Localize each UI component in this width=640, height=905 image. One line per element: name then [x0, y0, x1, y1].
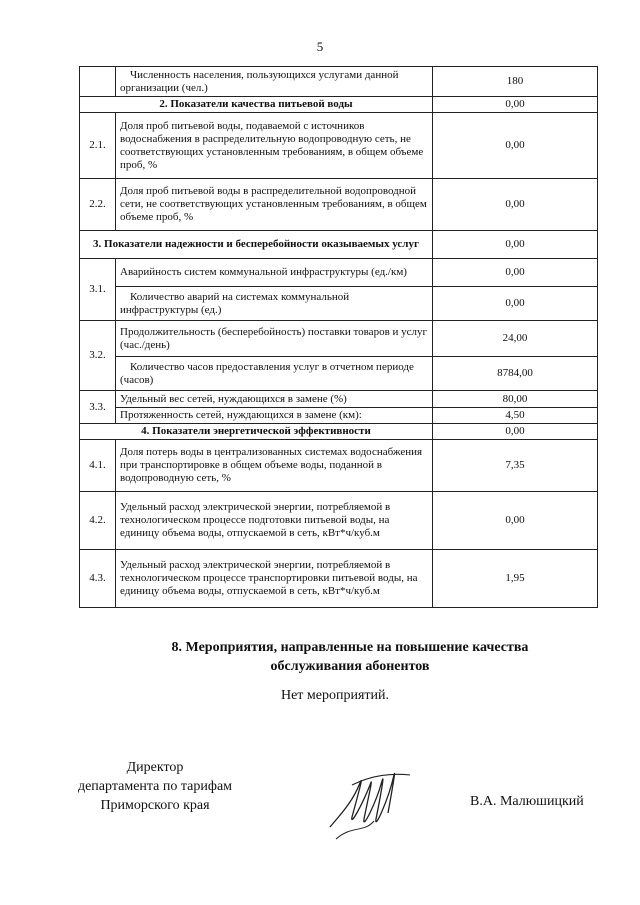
row-description: Численность населения, пользующихся услугами данной организации (чел.) — [116, 67, 433, 97]
table-row — [80, 179, 598, 231]
row-description: Удельный расход электрической энергии, потребляемой в технологическом процессе транспортировки питьевой воды, на единицу объема воды, отпускаемой в сеть, кВт*ч/куб.м — [116, 550, 433, 608]
section-value: 0,00 — [433, 231, 598, 259]
row-description: Протяженность сетей, нуждающихся в замене (км): — [116, 408, 433, 424]
row-value: 4,50 — [433, 408, 598, 424]
row-value: 1,95 — [433, 550, 598, 608]
section8-heading-line2: обслуживания абонентов — [270, 659, 430, 674]
table-row — [80, 321, 598, 357]
row-description: Доля проб питьевой воды, подаваемой с источников водоснабжения в распределительную водопроводную сеть, не соответствующих установленным требованиям, в общем объеме проб, % — [116, 113, 433, 179]
row-value: 8784,00 — [433, 357, 598, 391]
table-row — [80, 67, 598, 97]
section-row — [80, 97, 598, 113]
table-row — [80, 357, 598, 391]
row-value: 80,00 — [433, 391, 598, 408]
signer-title-line2: департамента по тарифам — [77, 779, 233, 794]
signer-title-line1: Директор — [126, 760, 184, 775]
section-value: 0,00 — [433, 97, 598, 113]
row-description: Количество аварий на системах коммунальной инфраструктуры (ед.) — [116, 287, 433, 321]
row-number: 3.1. — [80, 259, 116, 321]
signer-name: В.А. Малюшицкий — [470, 794, 584, 809]
table-row — [80, 391, 598, 408]
section-row — [80, 424, 598, 440]
row-value: 180 — [433, 67, 598, 97]
section-title: 2. Показатели качества питьевой воды — [80, 97, 433, 113]
row-description: Аварийность систем коммунальной инфраструктуры (ед./км) — [116, 259, 433, 287]
table-row — [80, 287, 598, 321]
row-value: 0,00 — [433, 179, 598, 231]
row-number: 3.3. — [80, 391, 116, 424]
section-title: 3. Показатели надежности и бесперебойности оказываемых услуг — [80, 231, 433, 259]
table-row — [80, 550, 598, 608]
row-description: Удельный расход электрической энергии, потребляемой в технологическом процессе подготовки питьевой воды, на единицу объема воды, отпускаемой в сеть, кВт*ч/куб.м — [116, 492, 433, 550]
section8-body: Нет мероприятий. — [280, 688, 390, 703]
row-description: Удельный вес сетей, нуждающихся в замене (%) — [116, 391, 433, 408]
row-number: 2.2. — [80, 179, 116, 231]
row-value: 7,35 — [433, 440, 598, 492]
signer-title — [55, 758, 255, 815]
table-row — [80, 492, 598, 550]
indicators-table — [79, 66, 598, 608]
table-row — [80, 259, 598, 287]
row-description: Доля потерь воды в централизованных системах водоснабжения при транспортировке в общем объеме воды, поданной в водопроводную сеть, % — [116, 440, 433, 492]
signature-image — [322, 755, 422, 845]
row-value: 0,00 — [433, 259, 598, 287]
row-description: Количество часов предоставления услуг в отчетном периоде (часов) — [116, 357, 433, 391]
row-value: 0,00 — [433, 113, 598, 179]
row-number: 4.2. — [80, 492, 116, 550]
section-title: 4. Показатели энергетической эффективности — [80, 424, 433, 440]
signer-title-line3: Приморского края — [100, 798, 210, 813]
section-value: 0,00 — [433, 424, 598, 440]
section8-heading — [60, 638, 640, 676]
table-row — [80, 113, 598, 179]
row-value: 24,00 — [433, 321, 598, 357]
row-number — [80, 67, 116, 97]
row-value: 0,00 — [433, 492, 598, 550]
table-row — [80, 440, 598, 492]
row-number: 4.1. — [80, 440, 116, 492]
section-row — [80, 231, 598, 259]
row-number: 2.1. — [80, 113, 116, 179]
section8-heading-line1: 8. Мероприятия, направленные на повышение качества — [171, 640, 529, 655]
table-row — [80, 408, 598, 424]
page-number: 5 — [316, 39, 324, 54]
row-description: Доля проб питьевой воды в распределительной водопроводной сети, не соответствующих установленным требованиям, в общем объеме проб, % — [116, 179, 433, 231]
row-number: 3.2. — [80, 321, 116, 391]
row-number: 4.3. — [80, 550, 116, 608]
row-description: Продолжительность (бесперебойность) поставки товаров и услуг (час./день) — [116, 321, 433, 357]
row-value: 0,00 — [433, 287, 598, 321]
